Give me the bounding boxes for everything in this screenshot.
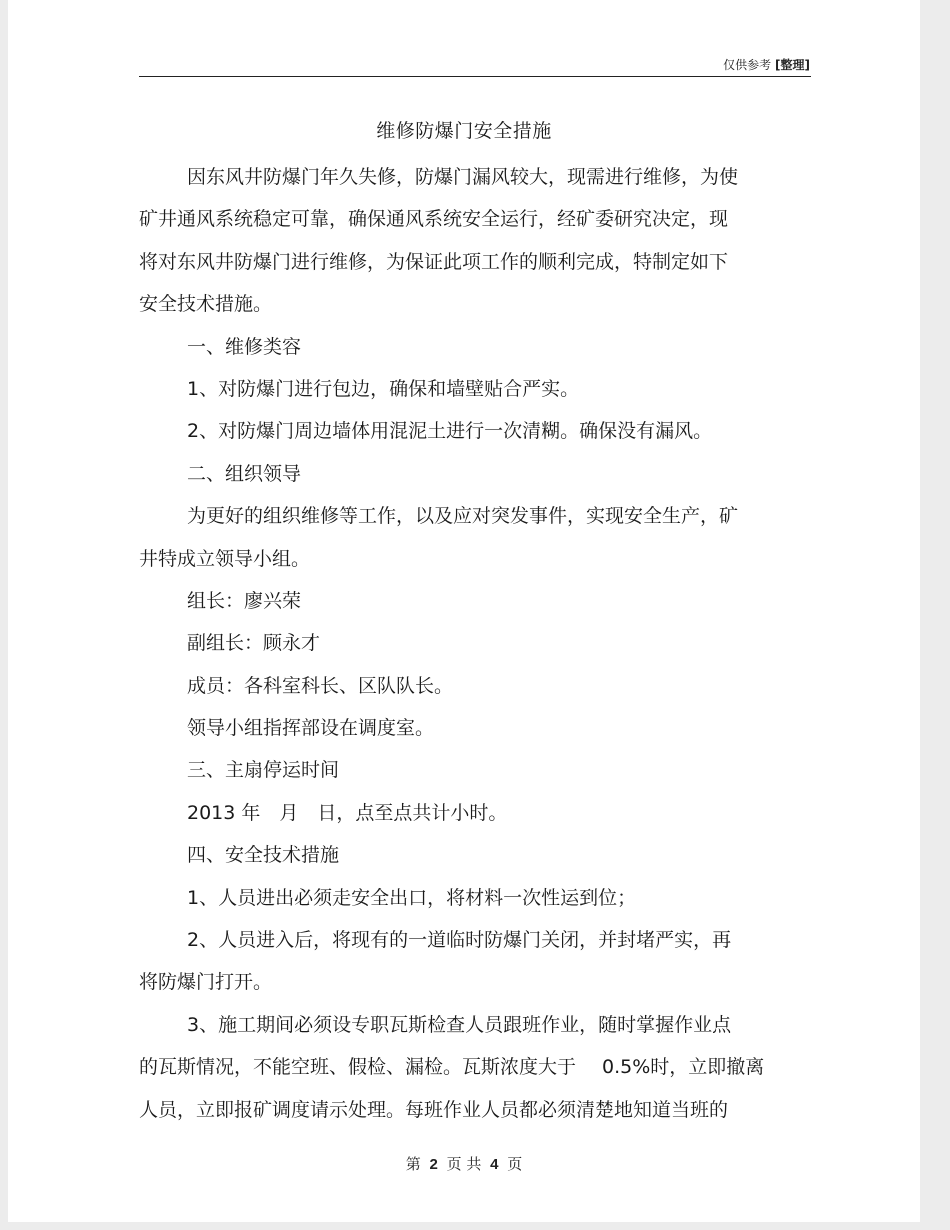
- section-heading-1: 一、维修类容: [187, 335, 302, 358]
- paragraph-segment: 的瓦斯情况，不能空班、假检、漏检。瓦斯浓度大于: [139, 1056, 577, 1079]
- document-page: [8, 0, 920, 1222]
- page-footer: [8, 1153, 920, 1174]
- paragraph-line: 为更好的组织维修等工作，以及应对突发事件，实现安全生产，矿: [187, 505, 739, 528]
- paragraph-line: 领导小组指挥部设在调度室。: [187, 717, 435, 740]
- list-item: 2、对防爆门周边墙体用混泥土进行一次清糊。确保没有漏风。: [187, 420, 713, 443]
- footer-suffix: 页: [507, 1155, 523, 1173]
- current-page-number: 2: [429, 1156, 438, 1173]
- paragraph-line: 安全技术措施。: [139, 293, 273, 316]
- paragraph-line: 井特成立领导小组。: [139, 547, 311, 570]
- header-divider: [139, 76, 811, 77]
- schedule-line: 2013 年 月 日，点至点共计小时。: [187, 801, 508, 824]
- header-note-text: 仅供参考: [723, 58, 772, 72]
- header-bracket-label: [整理]: [775, 58, 810, 72]
- header-note: [723, 56, 810, 73]
- total-page-number: 4: [490, 1156, 499, 1173]
- document-body: [139, 156, 811, 1131]
- paragraph-line: 人员，立即报矿调度请示处理。每班作业人员都必须清楚地知道当班的: [139, 1098, 729, 1121]
- section-heading-3: 三、主扇停运时间: [187, 759, 340, 782]
- footer-prefix: 第: [405, 1155, 421, 1173]
- paragraph-line: [139, 1046, 811, 1088]
- list-item: 1、人员进出必须走安全出口，将材料一次性运到位；: [187, 886, 637, 909]
- team-members: 成员：各科室科长、区队队长。: [187, 674, 454, 697]
- section-heading-2: 二、组织领导: [187, 462, 302, 485]
- list-item: 2、人员进入后，将现有的一道临时防爆门关闭，并封堵严实，再: [187, 929, 732, 952]
- list-item: 3、施工期间必须设专职瓦斯检查人员跟班作业，随时掌握作业点: [187, 1013, 732, 1036]
- footer-middle: 页 共: [446, 1155, 482, 1173]
- paragraph-line: 将对东风井防爆门进行维修，为保证此项工作的顺利完成，特制定如下: [139, 250, 729, 273]
- section-heading-4: 四、安全技术措施: [187, 844, 340, 867]
- paragraph-segment: 0.5%时，立即撤离: [602, 1056, 765, 1079]
- team-leader: 组长：廖兴荣: [187, 589, 302, 612]
- list-item: 1、对防爆门进行包边，确保和墙壁贴合严实。: [187, 377, 580, 400]
- paragraph-line: 因东风井防爆门年久失修，防爆门漏风较大，现需进行维修，为使: [187, 166, 739, 188]
- paragraph-line: 矿井通风系统稳定可靠，确保通风系统安全运行，经矿委研究决定，现: [139, 208, 729, 231]
- team-deputy-leader: 副组长：顾永才: [187, 632, 321, 655]
- paragraph-line: 将防爆门打开。: [139, 971, 273, 994]
- document-title: 维修防爆门安全措施: [376, 120, 552, 142]
